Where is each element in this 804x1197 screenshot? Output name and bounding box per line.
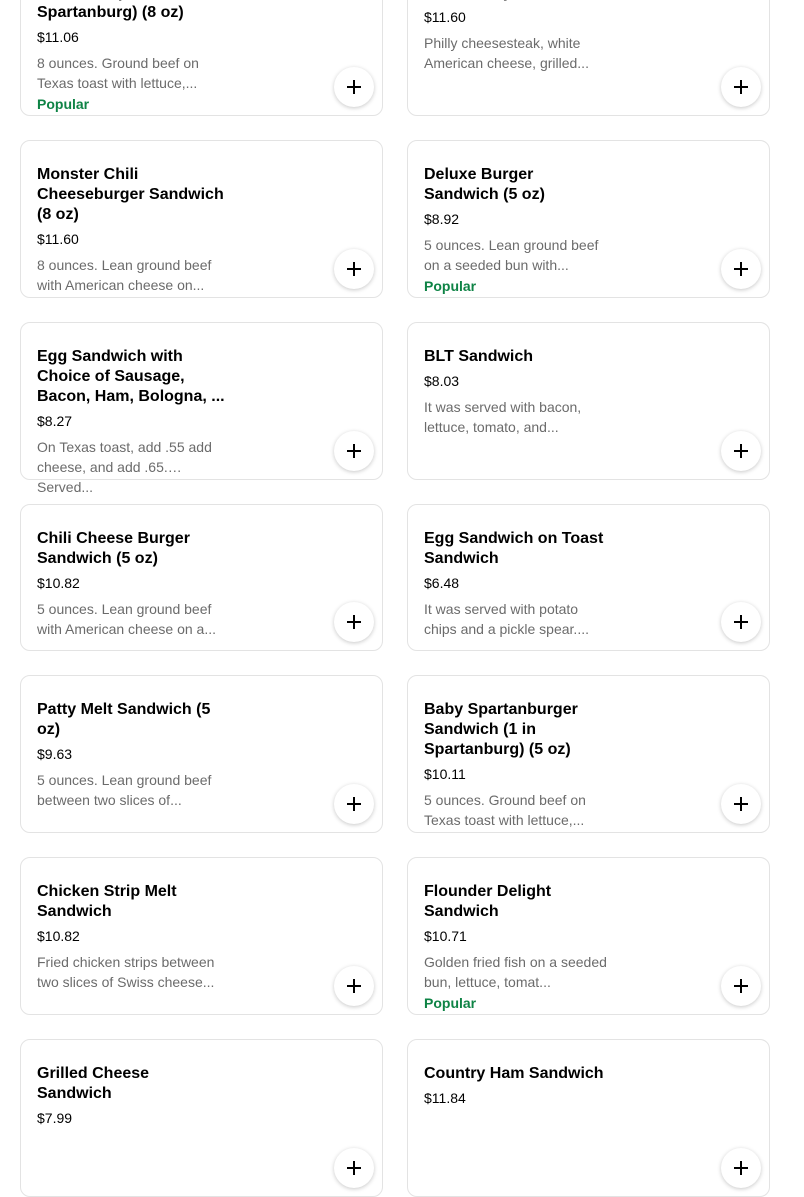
plus-icon xyxy=(347,444,361,458)
menu-item-info xyxy=(37,858,225,992)
menu-item-info xyxy=(424,1040,612,1106)
menu-item-card[interactable] xyxy=(407,504,770,651)
menu-item-description: Philly cheesesteak, white American cheese, grilled... xyxy=(424,35,589,71)
menu-item-info xyxy=(424,676,612,830)
menu-item-price: $10.82 xyxy=(37,575,80,591)
menu-item-name: Spartanburg) (8 oz) xyxy=(37,4,184,21)
menu-item-card[interactable] xyxy=(407,0,770,116)
menu-item-info xyxy=(424,858,612,1012)
add-to-cart-button[interactable] xyxy=(721,431,761,471)
plus-icon xyxy=(347,262,361,276)
menu-item-card[interactable] xyxy=(20,140,383,298)
menu-item-card[interactable] xyxy=(20,0,383,116)
plus-icon xyxy=(347,797,361,811)
add-to-cart-button[interactable] xyxy=(721,784,761,824)
menu-item-description: Golden fried fish on a seeded bun, lettuce, tomat... xyxy=(424,954,607,990)
add-to-cart-button[interactable] xyxy=(334,1148,374,1188)
plus-icon xyxy=(347,80,361,94)
menu-item-description: On Texas toast, add .55 add cheese, and add .65. Served... xyxy=(37,439,212,495)
menu-item-price: $8.03 xyxy=(424,373,460,389)
menu-item-card[interactable] xyxy=(20,1039,383,1197)
menu-item-description: It was served with potato chips and a pickle spear.... xyxy=(424,601,589,637)
add-to-cart-button[interactable] xyxy=(334,966,374,1006)
menu-item-info xyxy=(424,141,612,295)
menu-item-name: Flounder Delight Sandwich xyxy=(424,883,552,920)
menu-item-name xyxy=(424,0,612,3)
menu-item-price: $8.27 xyxy=(37,413,73,429)
add-to-cart-button[interactable] xyxy=(721,602,761,642)
plus-icon xyxy=(734,797,748,811)
menu-item-name: Chili Cheese Burger Sandwich (5 oz) xyxy=(37,530,190,567)
menu-item-name: Egg Sandwich on Toast Sandwich xyxy=(424,530,604,567)
menu-item-name: Grilled Cheese Sandwich xyxy=(37,1065,150,1102)
popular-badge: Popular xyxy=(424,995,477,1011)
menu-item-card[interactable] xyxy=(407,1039,770,1197)
plus-icon xyxy=(734,1161,748,1175)
plus-icon xyxy=(734,444,748,458)
menu-item-card[interactable] xyxy=(20,857,383,1015)
menu-item-price: $11.60 xyxy=(37,231,79,247)
menu-item-description: 5 ounces. Lean ground beef with American cheese on a... xyxy=(37,601,216,637)
menu-item-description: 8 ounces. Lean ground beef with American cheese on... xyxy=(37,257,212,293)
menu-item-card[interactable] xyxy=(407,322,770,480)
menu-item-name: BLT Sandwich xyxy=(424,348,534,365)
menu-item-name: Country Ham Sandwich xyxy=(424,1065,604,1082)
menu-item-description: Fried chicken strips between two slices of Swiss cheese... xyxy=(37,954,215,990)
menu-item-name: Egg Sandwich with Choice of Sausage, Bacon, Ham, Bologna, ... xyxy=(37,348,225,405)
menu-item-info xyxy=(37,676,225,810)
menu-item-card[interactable] xyxy=(20,675,383,833)
menu-item-price: $10.82 xyxy=(37,928,80,944)
add-to-cart-button[interactable] xyxy=(721,966,761,1006)
menu-item-info xyxy=(37,1040,225,1126)
menu-items-grid xyxy=(20,0,770,1197)
add-to-cart-button[interactable] xyxy=(334,249,374,289)
menu-item-description: 5 ounces. Lean ground beef between two slices of... xyxy=(37,772,212,808)
add-to-cart-button[interactable] xyxy=(334,602,374,642)
menu-item-info xyxy=(424,505,612,639)
menu-item-card[interactable] xyxy=(407,857,770,1015)
popular-badge: Popular xyxy=(37,96,90,112)
plus-icon xyxy=(347,615,361,629)
menu-item-card[interactable] xyxy=(20,504,383,651)
menu-item-name: Chicken Strip Melt Sandwich xyxy=(37,883,177,920)
menu-item-info xyxy=(424,0,612,73)
add-to-cart-button[interactable] xyxy=(721,1148,761,1188)
menu-item-description: 5 ounces. Lean ground beef on a seeded bun with... xyxy=(424,237,599,273)
menu-item-description: 8 ounces. Ground beef on Texas toast with lettuce,... xyxy=(37,55,199,91)
plus-icon xyxy=(347,979,361,993)
add-to-cart-button[interactable] xyxy=(334,784,374,824)
plus-icon xyxy=(347,1161,361,1175)
menu-item-description: 5 ounces. Ground beef on Texas toast with lettuce,... xyxy=(424,792,586,828)
menu-item-name: Monster Chili Cheeseburger Sandwich (8 oz) xyxy=(37,166,224,223)
menu-item-description: It was served with bacon, lettuce, tomato, and... xyxy=(424,399,582,435)
add-to-cart-button[interactable] xyxy=(721,67,761,107)
plus-icon xyxy=(734,262,748,276)
menu-item-name: Patty Melt Sandwich (5 oz) xyxy=(37,701,211,738)
menu-item-price: $7.99 xyxy=(37,1110,73,1126)
plus-icon xyxy=(734,80,748,94)
popular-badge: Popular xyxy=(424,278,477,294)
menu-item-price: $6.48 xyxy=(424,575,460,591)
menu-item-price: $11.84 xyxy=(424,1090,466,1106)
menu-item-info xyxy=(37,505,225,639)
add-to-cart-button[interactable] xyxy=(334,67,374,107)
menu-item-price: $8.92 xyxy=(424,211,460,227)
menu-item-info xyxy=(37,141,225,295)
menu-item-price: $11.06 xyxy=(37,29,79,45)
menu-item-info xyxy=(424,323,612,437)
add-to-cart-button[interactable] xyxy=(334,431,374,471)
plus-icon xyxy=(734,979,748,993)
menu-item-price: $10.71 xyxy=(424,928,467,944)
menu-item-card[interactable] xyxy=(407,140,770,298)
plus-icon xyxy=(734,615,748,629)
menu-item-price: $11.60 xyxy=(424,9,466,25)
menu-item-name: Deluxe Burger Sandwich (5 oz) xyxy=(424,166,545,203)
add-to-cart-button[interactable] xyxy=(721,249,761,289)
menu-item-price: $10.11 xyxy=(424,766,466,782)
menu-item-info xyxy=(37,0,225,113)
menu-item-card[interactable] xyxy=(20,322,383,495)
menu-item-info xyxy=(37,323,225,495)
menu-item-card[interactable] xyxy=(407,675,770,833)
menu-item-name: Baby Spartanburger Sandwich (1 in Spartanburg) (5 oz) xyxy=(424,701,578,758)
menu-item-price: $9.63 xyxy=(37,746,73,762)
